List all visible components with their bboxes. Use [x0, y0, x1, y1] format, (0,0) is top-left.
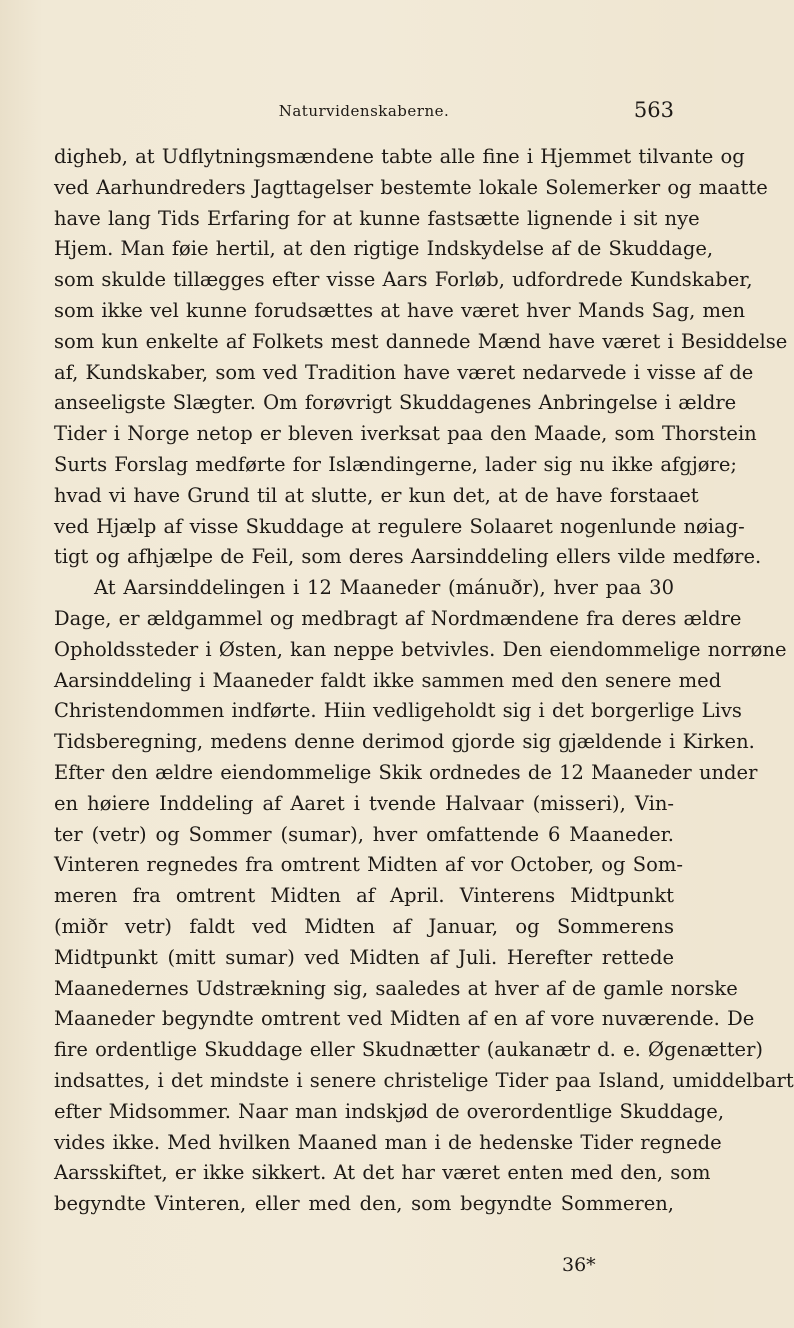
- text-line: ter (vetr) og Sommer (sumar), hver omfattende 6 Maaneder.: [54, 822, 674, 846]
- text-line: ved Aarhundreders Jagttagelser bestemte lokale Solemerker og maatte: [54, 175, 768, 199]
- text-line: Maanedernes Udstrækning sig, saaledes at hver af de gamle norske: [54, 976, 738, 1000]
- text-line: som ikke vel kunne forudsættes at have været hver Mands Sag, men: [54, 298, 746, 322]
- text-line: som kun enkelte af Folkets mest dannede Mænd have været i Besiddelse: [54, 329, 788, 353]
- text-line: begyndte Vinteren, eller med den, som begyndte Sommeren,: [54, 1192, 674, 1216]
- page-number: 563: [633, 98, 674, 122]
- text-line: efter Midsommer. Naar man indskjød de overordentlige Skuddage,: [54, 1099, 725, 1123]
- text-line: fire ordentlige Skuddage eller Skudnætter (aukanætr d. e. Øgenætter): [54, 1038, 764, 1062]
- text-line: Opholdssteder i Østen, kan neppe betvivles. Den eiendommelige norrøne: [54, 637, 787, 661]
- text-line: digheb, at Udflytningsmændene tabte alle fine i Hjemmet tilvante og: [54, 145, 745, 168]
- text-line: Vinteren regnedes fra omtrent Midten af vor October, og Som-: [54, 853, 683, 877]
- text-line: af, Kundskaber, som ved Tradition have været nedarvede i visse af de: [54, 360, 754, 384]
- text-line: Tider i Norge netop er bleven iverksat paa den Maade, som Thorstein: [54, 422, 757, 446]
- body-text: [54, 142, 794, 1220]
- text-line: Aarsskiftet, er ikke sikkert. At det har været enten med den, som: [54, 1161, 711, 1185]
- text-line: vides ikke. Med hvilken Maaned man i de hedenske Tider regnede: [54, 1130, 722, 1154]
- text-line: ved Hjælp af visse Skuddage at regulere Solaaret nogenlunde nøiag-: [54, 514, 745, 538]
- text-line: At Aarsinddelingen i 12 Maaneder (mánuðr), hver paa 30: [94, 576, 674, 600]
- text-line: en høiere Inddeling af Aaret i tvende Halvaar (misseri), Vin-: [54, 791, 674, 815]
- text-line: indsattes, i det mindste i senere christelige Tider paa Island, umiddelbart: [54, 1068, 794, 1092]
- text-line: Aarsinddeling i Maaneder faldt ikke sammen med den senere med: [54, 668, 722, 692]
- signature-mark: 36*: [562, 1254, 596, 1276]
- text-line: Surts Forslag medførte for Islændingerne, lader sig nu ikke afgjøre;: [54, 452, 737, 476]
- text-line: som skulde tillægges efter visse Aars Forløb, udfordrede Kundskaber,: [54, 268, 753, 292]
- text-line: have lang Tids Erfaring for at kunne fastsætte lignende i sit nye: [54, 206, 700, 230]
- text-line: Maaneder begyndte omtrent ved Midten af en af vore nuværende. De: [54, 1007, 755, 1031]
- text-line: anseeligste Slægter. Om forøvrigt Skuddagenes Anbringelse i ældre: [54, 391, 737, 415]
- text-line: Hjem. Man føie hertil, at den rigtige Indskydelse af de Skuddage,: [54, 237, 714, 261]
- text-line: tigt og afhjælpe de Feil, som deres Aarsinddeling ellers vilde medføre.: [54, 545, 762, 569]
- running-head: Naturvidenskaberne.: [278, 102, 450, 120]
- text-line: Christendommen indførte. Hiin vedligeholdt sig i det borgerlige Livs: [54, 699, 742, 723]
- text-line: (miðr vetr) faldt ved Midten af Januar, og Sommerens: [54, 914, 674, 938]
- text-line: Efter den ældre eiendommelige Skik ordnedes de 12 Maaneder under: [54, 760, 758, 784]
- page-header: [54, 98, 674, 126]
- text-line: Tidsberegning, medens denne derimod gjorde sig gjældende i Kirken.: [54, 730, 755, 754]
- text-line: meren fra omtrent Midten af April. Vinterens Midtpunkt: [54, 884, 674, 908]
- text-line: Dage, er ældgammel og medbragt af Nordmændene fra deres ældre: [54, 606, 742, 630]
- text-line: hvad vi have Grund til at slutte, er kun det, at de have forstaaet: [54, 483, 699, 507]
- text-line: Midtpunkt (mitt sumar) ved Midten af Juli. Herefter rettede: [54, 945, 674, 969]
